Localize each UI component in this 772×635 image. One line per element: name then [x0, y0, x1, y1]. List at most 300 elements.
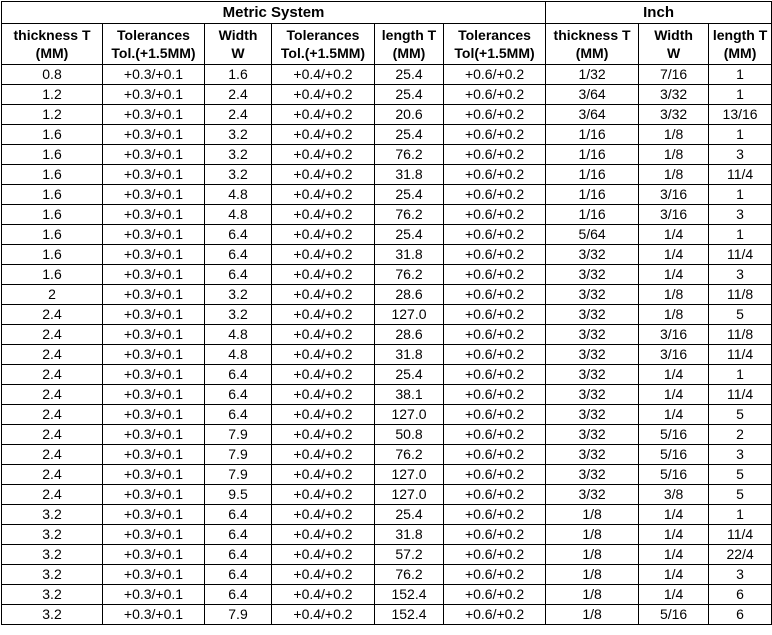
- length-inch-cell: 5: [709, 465, 772, 485]
- table-body: [2, 65, 772, 625]
- thickness-inch-cell: 1/32: [546, 65, 639, 85]
- length-inch-cell: 6: [709, 605, 772, 625]
- length-mm-cell: 28.6: [375, 325, 444, 345]
- thickness-inch-cell: 3/32: [546, 345, 639, 365]
- length-inch-cell: 6: [709, 585, 772, 605]
- length-inch-cell: 11/4: [709, 165, 772, 185]
- metric-thickness-header: [2, 24, 103, 65]
- width-mm-cell: 3.2: [205, 305, 272, 325]
- table-row: [2, 245, 772, 265]
- header-line: Tolerances: [286, 27, 360, 43]
- width-mm-cell: 7.9: [205, 465, 272, 485]
- header-line: W: [666, 45, 681, 61]
- header-line: Tol.(+1.5MM): [111, 45, 196, 61]
- length-mm-cell: 76.2: [375, 205, 444, 225]
- width-mm-cell: 3.2: [205, 165, 272, 185]
- length-inch-cell: 3: [709, 205, 772, 225]
- width-tolerance-cell: +0.4/+0.2: [272, 65, 375, 85]
- table-row: [2, 445, 772, 465]
- width-inch-cell: 5/16: [639, 465, 709, 485]
- width-mm-cell: 4.8: [205, 205, 272, 225]
- width-tolerance-cell: +0.4/+0.2: [272, 245, 375, 265]
- thickness-mm-cell: 1.6: [2, 125, 103, 145]
- length-tolerance-cell: +0.6/+0.2: [444, 605, 546, 625]
- thickness-mm-cell: 1.6: [2, 225, 103, 245]
- length-tolerance-cell: +0.6/+0.2: [444, 225, 546, 245]
- width-mm-cell: 6.4: [205, 365, 272, 385]
- length-inch-cell: 3: [709, 265, 772, 285]
- width-mm-cell: 1.6: [205, 65, 272, 85]
- width-inch-cell: 3/32: [639, 85, 709, 105]
- header-line: W: [231, 45, 245, 61]
- width-mm-cell: 6.4: [205, 245, 272, 265]
- width-tolerance-cell: +0.4/+0.2: [272, 365, 375, 385]
- thickness-inch-cell: 3/64: [546, 105, 639, 125]
- thickness-tolerance-cell: +0.3/+0.1: [103, 125, 205, 145]
- thickness-tolerance-cell: +0.3/+0.1: [103, 345, 205, 365]
- width-mm-cell: 9.5: [205, 485, 272, 505]
- table-row: [2, 345, 772, 365]
- length-inch-cell: 11/4: [709, 385, 772, 405]
- length-mm-cell: 25.4: [375, 65, 444, 85]
- width-tolerance-cell: +0.4/+0.2: [272, 325, 375, 345]
- width-tolerance-cell: +0.4/+0.2: [272, 185, 375, 205]
- thickness-tolerance-cell: +0.3/+0.1: [103, 465, 205, 485]
- width-mm-cell: 4.8: [205, 185, 272, 205]
- thickness-tolerance-cell: +0.3/+0.1: [103, 425, 205, 445]
- thickness-inch-cell: 1/8: [546, 605, 639, 625]
- width-inch-cell: 1/4: [639, 245, 709, 265]
- thickness-inch-cell: 5/64: [546, 225, 639, 245]
- width-inch-cell: 1/8: [639, 305, 709, 325]
- width-inch-cell: 3/16: [639, 345, 709, 365]
- length-mm-cell: 76.2: [375, 445, 444, 465]
- table-row: [2, 385, 772, 405]
- length-mm-cell: 28.6: [375, 285, 444, 305]
- table-row: [2, 105, 772, 125]
- length-mm-cell: 31.8: [375, 245, 444, 265]
- table-row: [2, 465, 772, 485]
- thickness-mm-cell: 1.6: [2, 145, 103, 165]
- thickness-tolerance-cell: +0.3/+0.1: [103, 165, 205, 185]
- length-mm-cell: 152.4: [375, 605, 444, 625]
- width-tolerance-cell: +0.4/+0.2: [272, 205, 375, 225]
- length-mm-cell: 76.2: [375, 265, 444, 285]
- thickness-inch-cell: 3/32: [546, 465, 639, 485]
- thickness-tolerance-cell: +0.3/+0.1: [103, 265, 205, 285]
- length-mm-cell: 127.0: [375, 405, 444, 425]
- thickness-inch-cell: 1/8: [546, 505, 639, 525]
- thickness-inch-cell: 3/32: [546, 385, 639, 405]
- length-mm-cell: 38.1: [375, 385, 444, 405]
- header-line: thickness T: [553, 27, 631, 43]
- column-header-row: [2, 24, 772, 65]
- length-tolerance-cell: +0.6/+0.2: [444, 285, 546, 305]
- thickness-inch-cell: 3/32: [546, 285, 639, 305]
- length-inch-cell: 2: [709, 425, 772, 445]
- inch-header: Inch: [546, 2, 772, 24]
- length-tolerance-cell: +0.6/+0.2: [444, 545, 546, 565]
- thickness-tolerance-cell: +0.3/+0.1: [103, 85, 205, 105]
- thickness-tolerance-cell: +0.3/+0.1: [103, 285, 205, 305]
- thickness-inch-cell: 1/16: [546, 125, 639, 145]
- length-tolerance-cell: +0.6/+0.2: [444, 405, 546, 425]
- length-inch-cell: 3: [709, 565, 772, 585]
- thickness-mm-cell: 2.4: [2, 345, 103, 365]
- length-tolerance-cell: +0.6/+0.2: [444, 185, 546, 205]
- table-row: [2, 485, 772, 505]
- width-tolerance-cell: +0.4/+0.2: [272, 105, 375, 125]
- width-mm-cell: 6.4: [205, 505, 272, 525]
- length-tolerance-cell: +0.6/+0.2: [444, 165, 546, 185]
- thickness-mm-cell: 2.4: [2, 385, 103, 405]
- length-inch-cell: 1: [709, 225, 772, 245]
- table-row: [2, 205, 772, 225]
- width-tolerance-cell: +0.4/+0.2: [272, 285, 375, 305]
- length-mm-cell: 127.0: [375, 465, 444, 485]
- length-tolerance-cell: +0.6/+0.2: [444, 465, 546, 485]
- length-tolerance-cell: +0.6/+0.2: [444, 425, 546, 445]
- length-tolerance-cell: +0.6/+0.2: [444, 505, 546, 525]
- thickness-mm-cell: 2.4: [2, 485, 103, 505]
- length-mm-cell: 152.4: [375, 585, 444, 605]
- header-line: thickness T: [13, 27, 91, 43]
- header-line: Tol.(+1.5MM): [280, 45, 366, 61]
- length-mm-cell: 127.0: [375, 485, 444, 505]
- thickness-inch-cell: 3/32: [546, 485, 639, 505]
- thickness-inch-cell: 3/32: [546, 245, 639, 265]
- width-inch-cell: 1/4: [639, 265, 709, 285]
- width-mm-cell: 7.9: [205, 425, 272, 445]
- length-tolerance-cell: +0.6/+0.2: [444, 125, 546, 145]
- width-tolerance-cell: +0.4/+0.2: [272, 445, 375, 465]
- length-mm-cell: 20.6: [375, 105, 444, 125]
- width-mm-cell: 4.8: [205, 325, 272, 345]
- width-mm-cell: 3.2: [205, 285, 272, 305]
- metric-width-header: [205, 24, 272, 65]
- length-tolerance-cell: +0.6/+0.2: [444, 485, 546, 505]
- length-inch-cell: 1: [709, 85, 772, 105]
- width-inch-cell: 1/8: [639, 285, 709, 305]
- thickness-tolerance-cell: +0.3/+0.1: [103, 225, 205, 245]
- thickness-inch-cell: 1/8: [546, 545, 639, 565]
- table-row: [2, 405, 772, 425]
- width-inch-cell: 7/16: [639, 65, 709, 85]
- width-mm-cell: 6.4: [205, 565, 272, 585]
- metric-width-tolerance-header: [272, 24, 375, 65]
- width-inch-cell: 1/4: [639, 545, 709, 565]
- header-line: Tolerances: [117, 27, 190, 43]
- width-tolerance-cell: +0.4/+0.2: [272, 265, 375, 285]
- length-tolerance-cell: +0.6/+0.2: [444, 65, 546, 85]
- thickness-inch-cell: 1/8: [546, 525, 639, 545]
- thickness-mm-cell: 3.2: [2, 505, 103, 525]
- width-mm-cell: 7.9: [205, 445, 272, 465]
- width-tolerance-cell: +0.4/+0.2: [272, 85, 375, 105]
- header-line: length T: [712, 27, 768, 43]
- inch-width-header: [639, 24, 709, 65]
- thickness-inch-cell: 3/32: [546, 265, 639, 285]
- length-mm-cell: 76.2: [375, 565, 444, 585]
- thickness-inch-cell: 1/16: [546, 145, 639, 165]
- length-tolerance-cell: +0.6/+0.2: [444, 105, 546, 125]
- length-inch-cell: 1: [709, 365, 772, 385]
- header-line: (MM): [723, 45, 757, 61]
- table-row: [2, 365, 772, 385]
- length-mm-cell: 25.4: [375, 85, 444, 105]
- thickness-inch-cell: 3/32: [546, 365, 639, 385]
- metric-thickness-tolerance-header: [103, 24, 205, 65]
- table-row: [2, 265, 772, 285]
- width-inch-cell: 3/16: [639, 205, 709, 225]
- table-row: [2, 145, 772, 165]
- table-row: [2, 565, 772, 585]
- length-inch-cell: 5: [709, 405, 772, 425]
- width-tolerance-cell: +0.4/+0.2: [272, 585, 375, 605]
- width-inch-cell: 1/4: [639, 365, 709, 385]
- table-row: [2, 605, 772, 625]
- length-tolerance-cell: +0.6/+0.2: [444, 325, 546, 345]
- thickness-tolerance-cell: +0.3/+0.1: [103, 245, 205, 265]
- thickness-mm-cell: 0.8: [2, 65, 103, 85]
- width-inch-cell: 1/4: [639, 525, 709, 545]
- length-inch-cell: 1: [709, 185, 772, 205]
- thickness-tolerance-cell: +0.3/+0.1: [103, 305, 205, 325]
- length-inch-cell: 11/4: [709, 525, 772, 545]
- table-row: [2, 85, 772, 105]
- table-row: [2, 185, 772, 205]
- width-inch-cell: 3/8: [639, 485, 709, 505]
- width-mm-cell: 6.4: [205, 225, 272, 245]
- header-line: (MM): [35, 45, 69, 61]
- thickness-tolerance-cell: +0.3/+0.1: [103, 365, 205, 385]
- length-mm-cell: 31.8: [375, 165, 444, 185]
- length-mm-cell: 25.4: [375, 505, 444, 525]
- inch-thickness-header: [546, 24, 639, 65]
- width-tolerance-cell: +0.4/+0.2: [272, 425, 375, 445]
- header-line: Width: [218, 27, 258, 43]
- thickness-inch-cell: 3/32: [546, 325, 639, 345]
- thickness-mm-cell: 3.2: [2, 545, 103, 565]
- width-inch-cell: 3/32: [639, 105, 709, 125]
- length-tolerance-cell: +0.6/+0.2: [444, 345, 546, 365]
- inch-length-header: [709, 24, 772, 65]
- width-tolerance-cell: +0.4/+0.2: [272, 345, 375, 365]
- thickness-tolerance-cell: +0.3/+0.1: [103, 65, 205, 85]
- length-inch-cell: 22/4: [709, 545, 772, 565]
- length-mm-cell: 25.4: [375, 185, 444, 205]
- thickness-inch-cell: 1/16: [546, 185, 639, 205]
- thickness-mm-cell: 1.6: [2, 265, 103, 285]
- thickness-mm-cell: 2.4: [2, 465, 103, 485]
- length-mm-cell: 25.4: [375, 125, 444, 145]
- length-inch-cell: 3: [709, 145, 772, 165]
- width-mm-cell: 6.4: [205, 385, 272, 405]
- width-inch-cell: 5/16: [639, 425, 709, 445]
- width-mm-cell: 6.4: [205, 585, 272, 605]
- thickness-tolerance-cell: +0.3/+0.1: [103, 325, 205, 345]
- thickness-tolerance-cell: +0.3/+0.1: [103, 525, 205, 545]
- thickness-inch-cell: 3/32: [546, 425, 639, 445]
- length-tolerance-cell: +0.6/+0.2: [444, 265, 546, 285]
- thickness-mm-cell: 1.6: [2, 245, 103, 265]
- length-inch-cell: 11/8: [709, 325, 772, 345]
- width-inch-cell: 5/16: [639, 445, 709, 465]
- thickness-mm-cell: 2.4: [2, 445, 103, 465]
- thickness-tolerance-cell: +0.3/+0.1: [103, 585, 205, 605]
- width-tolerance-cell: +0.4/+0.2: [272, 165, 375, 185]
- length-mm-cell: 31.8: [375, 345, 444, 365]
- width-mm-cell: 3.2: [205, 145, 272, 165]
- length-tolerance-cell: +0.6/+0.2: [444, 305, 546, 325]
- width-inch-cell: 1/8: [639, 125, 709, 145]
- table-row: [2, 585, 772, 605]
- width-mm-cell: 3.2: [205, 125, 272, 145]
- thickness-inch-cell: 1/8: [546, 585, 639, 605]
- thickness-mm-cell: 2: [2, 285, 103, 305]
- width-inch-cell: 3/16: [639, 325, 709, 345]
- thickness-tolerance-cell: +0.3/+0.1: [103, 505, 205, 525]
- thickness-inch-cell: 3/32: [546, 305, 639, 325]
- thickness-mm-cell: 2.4: [2, 405, 103, 425]
- thickness-inch-cell: 1/8: [546, 565, 639, 585]
- thickness-tolerance-cell: +0.3/+0.1: [103, 105, 205, 125]
- group-header-row: [2, 2, 772, 24]
- width-mm-cell: 7.9: [205, 605, 272, 625]
- length-tolerance-cell: +0.6/+0.2: [444, 525, 546, 545]
- table-row: [2, 305, 772, 325]
- width-inch-cell: 5/16: [639, 605, 709, 625]
- metric-length-tolerance-header: [444, 24, 546, 65]
- thickness-inch-cell: 3/32: [546, 445, 639, 465]
- length-inch-cell: 13/16: [709, 105, 772, 125]
- length-tolerance-cell: +0.6/+0.2: [444, 565, 546, 585]
- thickness-inch-cell: 1/16: [546, 205, 639, 225]
- width-mm-cell: 2.4: [205, 85, 272, 105]
- length-tolerance-cell: +0.6/+0.2: [444, 365, 546, 385]
- width-inch-cell: 1/4: [639, 225, 709, 245]
- length-inch-cell: 11/4: [709, 245, 772, 265]
- table-row: [2, 65, 772, 85]
- thickness-tolerance-cell: +0.3/+0.1: [103, 445, 205, 465]
- width-tolerance-cell: +0.4/+0.2: [272, 465, 375, 485]
- table-row: [2, 325, 772, 345]
- length-mm-cell: 31.8: [375, 525, 444, 545]
- width-tolerance-cell: +0.4/+0.2: [272, 405, 375, 425]
- table-row: [2, 545, 772, 565]
- header-line: Tol(+1.5MM): [454, 45, 535, 61]
- width-tolerance-cell: +0.4/+0.2: [272, 525, 375, 545]
- thickness-tolerance-cell: +0.3/+0.1: [103, 605, 205, 625]
- metric-system-header: Metric System: [2, 2, 546, 24]
- width-inch-cell: 1/8: [639, 145, 709, 165]
- thickness-tolerance-cell: +0.3/+0.1: [103, 185, 205, 205]
- length-tolerance-cell: +0.6/+0.2: [444, 385, 546, 405]
- thickness-mm-cell: 2.4: [2, 425, 103, 445]
- width-inch-cell: 1/8: [639, 165, 709, 185]
- thickness-mm-cell: 1.6: [2, 165, 103, 185]
- thickness-tolerance-cell: +0.3/+0.1: [103, 485, 205, 505]
- thickness-mm-cell: 2.4: [2, 325, 103, 345]
- thickness-mm-cell: 2.4: [2, 305, 103, 325]
- width-tolerance-cell: +0.4/+0.2: [272, 505, 375, 525]
- length-tolerance-cell: +0.6/+0.2: [444, 585, 546, 605]
- width-tolerance-cell: +0.4/+0.2: [272, 145, 375, 165]
- header-line: (MM): [575, 45, 609, 61]
- thickness-tolerance-cell: +0.3/+0.1: [103, 205, 205, 225]
- thickness-mm-cell: 3.2: [2, 525, 103, 545]
- header-line: length T: [381, 27, 437, 43]
- width-tolerance-cell: +0.4/+0.2: [272, 385, 375, 405]
- width-mm-cell: 2.4: [205, 105, 272, 125]
- table-row: [2, 225, 772, 245]
- thickness-inch-cell: 3/64: [546, 85, 639, 105]
- width-inch-cell: 1/4: [639, 585, 709, 605]
- length-inch-cell: 11/8: [709, 285, 772, 305]
- width-mm-cell: 4.8: [205, 345, 272, 365]
- width-tolerance-cell: +0.4/+0.2: [272, 125, 375, 145]
- header-line: Width: [654, 27, 693, 43]
- length-inch-cell: 1: [709, 65, 772, 85]
- width-tolerance-cell: +0.4/+0.2: [272, 605, 375, 625]
- length-inch-cell: 1: [709, 125, 772, 145]
- thickness-mm-cell: 1.2: [2, 105, 103, 125]
- width-tolerance-cell: +0.4/+0.2: [272, 545, 375, 565]
- thickness-tolerance-cell: +0.3/+0.1: [103, 405, 205, 425]
- width-tolerance-cell: +0.4/+0.2: [272, 565, 375, 585]
- metric-length-header: [375, 24, 444, 65]
- length-tolerance-cell: +0.6/+0.2: [444, 205, 546, 225]
- thickness-tolerance-cell: +0.3/+0.1: [103, 565, 205, 585]
- width-inch-cell: 3/16: [639, 185, 709, 205]
- length-mm-cell: 25.4: [375, 225, 444, 245]
- width-mm-cell: 6.4: [205, 405, 272, 425]
- table-row: [2, 425, 772, 445]
- length-inch-cell: 1: [709, 505, 772, 525]
- header-line: Tolerances: [458, 27, 531, 43]
- thickness-mm-cell: 3.2: [2, 565, 103, 585]
- length-mm-cell: 25.4: [375, 365, 444, 385]
- length-tolerance-cell: +0.6/+0.2: [444, 145, 546, 165]
- width-tolerance-cell: +0.4/+0.2: [272, 225, 375, 245]
- table-row: [2, 525, 772, 545]
- thickness-mm-cell: 3.2: [2, 605, 103, 625]
- length-inch-cell: 3: [709, 445, 772, 465]
- thickness-inch-cell: 1/16: [546, 165, 639, 185]
- specification-table: [1, 1, 772, 625]
- thickness-tolerance-cell: +0.3/+0.1: [103, 145, 205, 165]
- length-inch-cell: 5: [709, 305, 772, 325]
- length-mm-cell: 76.2: [375, 145, 444, 165]
- table-row: [2, 165, 772, 185]
- table-row: [2, 125, 772, 145]
- table-row: [2, 285, 772, 305]
- thickness-tolerance-cell: +0.3/+0.1: [103, 385, 205, 405]
- thickness-mm-cell: 3.2: [2, 585, 103, 605]
- width-mm-cell: 6.4: [205, 525, 272, 545]
- length-inch-cell: 5: [709, 485, 772, 505]
- length-mm-cell: 127.0: [375, 305, 444, 325]
- width-inch-cell: 1/4: [639, 565, 709, 585]
- width-mm-cell: 6.4: [205, 545, 272, 565]
- thickness-mm-cell: 1.2: [2, 85, 103, 105]
- length-tolerance-cell: +0.6/+0.2: [444, 445, 546, 465]
- thickness-inch-cell: 3/32: [546, 405, 639, 425]
- width-tolerance-cell: +0.4/+0.2: [272, 305, 375, 325]
- length-mm-cell: 50.8: [375, 425, 444, 445]
- table-row: [2, 505, 772, 525]
- thickness-mm-cell: 2.4: [2, 365, 103, 385]
